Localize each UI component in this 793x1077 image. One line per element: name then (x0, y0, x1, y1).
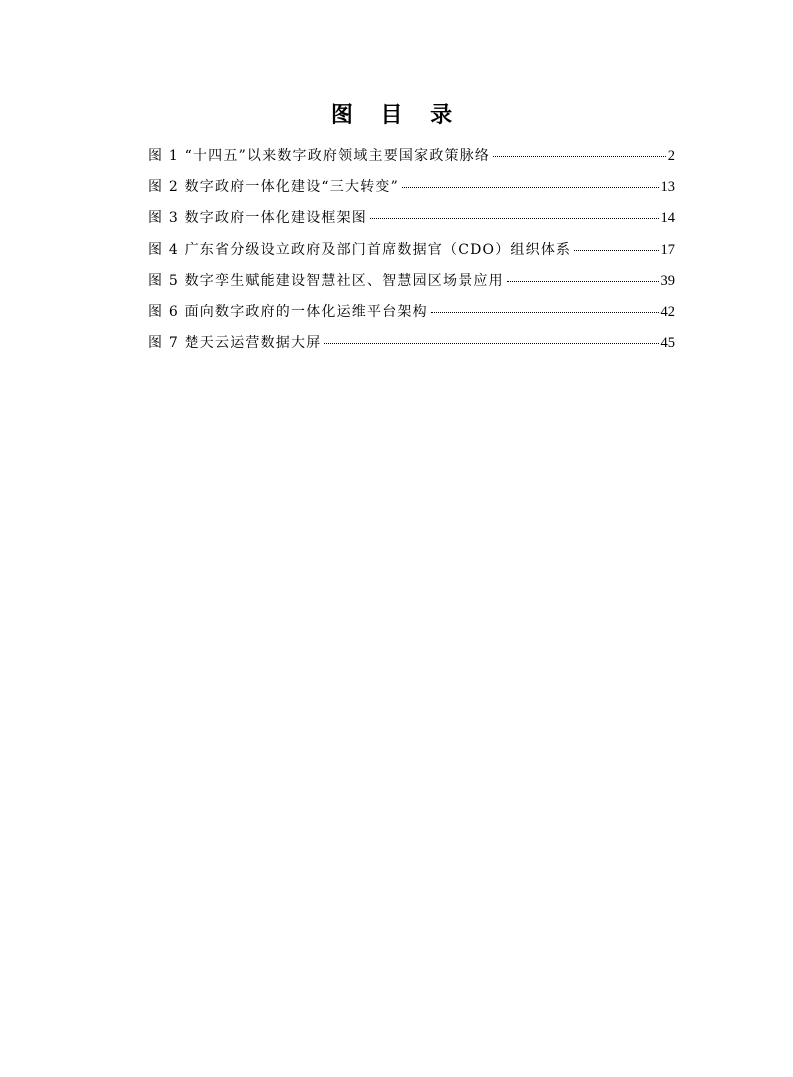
toc-entry-label: 图 2 数字政府一体化建设“三大转变” (148, 179, 399, 196)
toc-entry-5[interactable] (148, 266, 675, 297)
toc-entry-7[interactable] (148, 328, 675, 359)
toc-entry-label: 图 1 “十四五”以来数字政府领域主要国家政策脉络 (148, 148, 491, 164)
toc-entry-label: 图 6 面向数字政府的一体化运维平台架构 (148, 303, 428, 320)
toc-entry-page: 14 (660, 210, 675, 227)
toc-entry-page: 39 (660, 272, 675, 289)
toc-entry-label: 图 4 广东省分级设立政府及部门首席数据官（CDO）组织体系 (148, 241, 572, 258)
figure-list (148, 141, 675, 359)
toc-entry-label: 图 5 数字孪生赋能建设智慧社区、智慧园区场景应用 (148, 272, 504, 289)
toc-entry-6[interactable] (148, 297, 675, 328)
toc-entry-page: 42 (660, 303, 675, 320)
dot-leader (402, 186, 659, 188)
toc-entry-page: 17 (660, 241, 675, 258)
dot-leader (493, 155, 666, 157)
toc-entry-page: 13 (660, 179, 675, 196)
toc-entry-page: 2 (667, 148, 675, 164)
toc-entry-2[interactable] (148, 172, 675, 203)
page-title: 图 目 录 (330, 103, 463, 128)
toc-entry-4[interactable] (148, 235, 675, 266)
dot-leader (431, 311, 659, 313)
toc-entry-page: 45 (660, 335, 675, 352)
toc-entry-label: 图 3 数字政府一体化建设框架图 (148, 210, 368, 227)
dot-leader (324, 342, 658, 344)
toc-entry-3[interactable] (148, 203, 675, 234)
dot-leader (507, 280, 659, 282)
dot-leader (574, 249, 658, 251)
toc-entry-label: 图 7 楚天云运营数据大屏 (148, 335, 322, 352)
toc-entry-1[interactable] (148, 141, 675, 172)
dot-leader (370, 217, 658, 219)
